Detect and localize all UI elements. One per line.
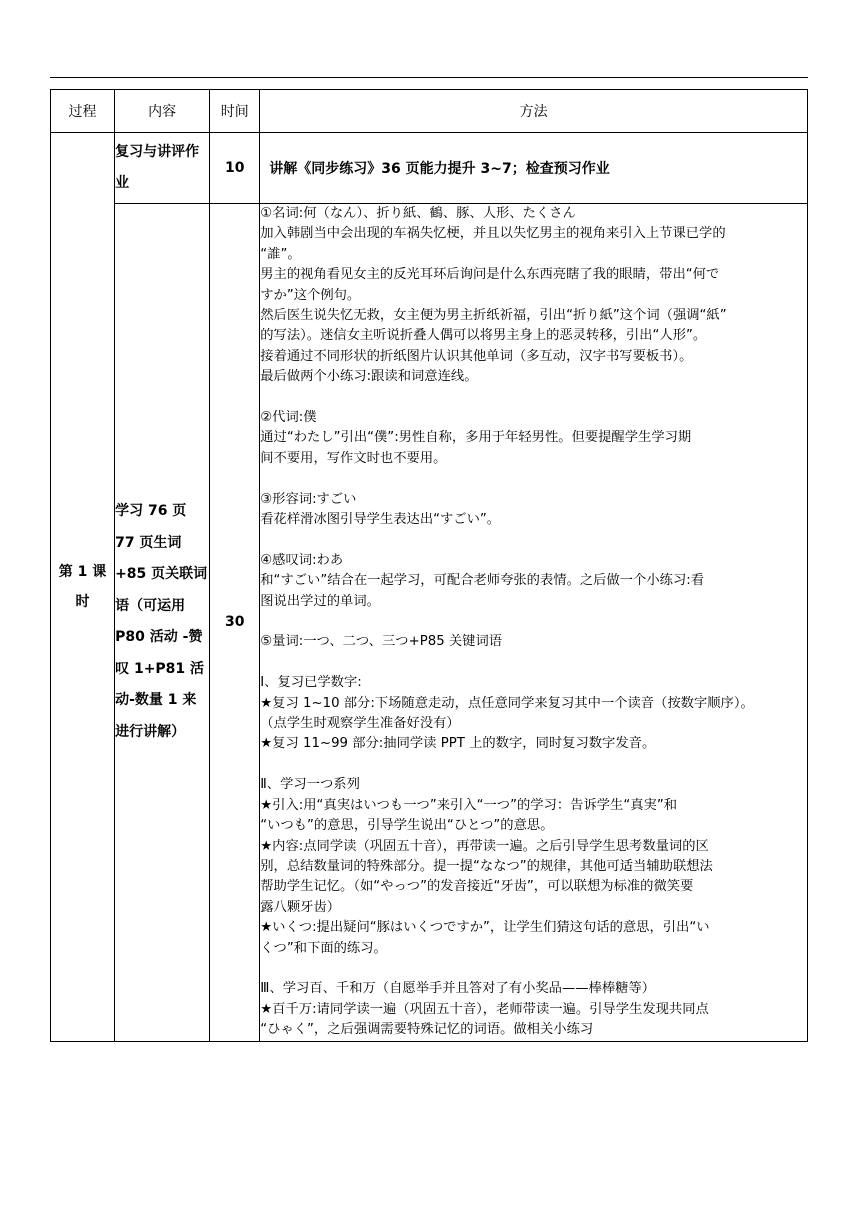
- content-cell: 学习 76 页 77 页生词 +85 页关联词语（可运用 P80 活动 -赞叹 1+P81 活动-数量 1 来进行讲解）: [115, 204, 210, 1042]
- blank-line: [260, 755, 807, 775]
- method-line: 最后做两个小练习:跟读和词意连线。: [260, 369, 478, 385]
- method-line: ④感叹词:わあ: [260, 552, 344, 568]
- table-row: [51, 133, 808, 204]
- method-line: くつ”和下面的练习。: [260, 940, 387, 956]
- method-line: 通过“わたし”引出“僕”:男性自称，多用于年轻男性。但要提醒学生学习期: [260, 430, 692, 446]
- lesson-label: 第 1 课时: [58, 563, 107, 610]
- header-process: 过程: [51, 90, 115, 133]
- header-rule: [50, 77, 808, 78]
- method-line: ★百千万:请同学读一遍（巩固五十音），老师带读一遍。引导学生发现共同点: [260, 1001, 709, 1017]
- method-line: すか”这个例句。: [260, 287, 361, 303]
- method-line: “ひゃく”，之后强调需要特殊记忆的词语。做相关小练习: [260, 1022, 594, 1038]
- blank-line: [260, 612, 807, 632]
- content-cell: 复习与讲评作业: [115, 133, 210, 204]
- method-line: 加入韩剧当中会出现的车祸失忆梗，并且以失忆男主的视角来引入上节课已学的: [260, 226, 726, 242]
- lesson-plan-table: [50, 89, 808, 1042]
- time-cell: 30: [210, 204, 260, 1042]
- method-line: 图说出学过的单词。: [260, 593, 380, 609]
- time-cell: 10: [210, 133, 260, 204]
- header-time: 时间: [210, 90, 260, 133]
- blank-line: [260, 388, 807, 408]
- method-line: 然后医生说失忆无救，女主便为男主折纸祈福，引出“折り紙”这个词（强调“紙”: [260, 308, 727, 324]
- method-line: ★复习 1~10 部分:下场随意走动，点任意同学来复习其中一个读音（按数字顺序）。: [260, 695, 754, 711]
- table-row: [51, 204, 808, 1042]
- method-line: 的写法）。迷信女主听说折叠人偶可以将男主身上的恶灵转移，引出“人形”。: [260, 328, 707, 344]
- method-line: 间不要用，写作文时也不要用。: [260, 450, 447, 466]
- method-line: （点学生时观察学生准备好没有）: [260, 716, 460, 732]
- method-cell: 讲解《同步练习》36 页能力提升 3~7；检查预习作业: [260, 133, 808, 204]
- method-line: 男主的视角看见女主的反光耳环后询问是什么东西亮瞎了我的眼睛，带出“何で: [260, 267, 720, 283]
- method-line: 帮助学生记忆。（如“やっつ”的发音接近“牙齿”，可以联想为标准的微笑要: [260, 879, 694, 895]
- method-line: ③形容词:すごい: [260, 491, 357, 507]
- method-line: ②代词:僕: [260, 410, 317, 426]
- method-line: Ⅲ、学习百、千和万（自愿举手并且答对了有小奖品——棒棒糖等）: [260, 981, 656, 997]
- blank-line: [260, 653, 807, 673]
- method-line: 看花样滑冰图引导学生表达出“すごい”。: [260, 512, 501, 528]
- method-line: “いつも”的意思，引导学生说出“ひとつ”的意思。: [260, 818, 554, 834]
- method-line: ⑤量词:一つ、二つ、三つ+P85 关键词语: [260, 634, 503, 650]
- method-line: ①名词:何（なん）、折り紙、鶴、豚、人形、たくさん: [260, 206, 576, 221]
- method-line: Ⅰ、复习已学数字:: [260, 675, 362, 691]
- header-content: 内容: [115, 90, 210, 133]
- blank-line: [260, 530, 807, 550]
- method-line: 露八颗牙齿）: [260, 899, 341, 915]
- method-cell: [260, 204, 808, 1042]
- method-line: “誰”。: [260, 246, 301, 262]
- method-text: [260, 204, 807, 1041]
- method-line: Ⅱ、学习一つ系列: [260, 777, 360, 793]
- blank-line: [260, 469, 807, 489]
- method-line: ★复习 11~99 部分:抽同学读 PPT 上的数字，同时复习数字发音。: [260, 736, 656, 752]
- method-line: 别，总结数量词的特殊部分。提一提“ななつ”的规律，其他可适当辅助联想法: [260, 858, 713, 874]
- method-line: 和“すごい”结合在一起学习，可配合老师夸张的表情。之后做一个小练习:看: [260, 573, 705, 589]
- method-line: 接着通过不同形状的折纸图片认识其他单词（多互动，汉字书写要板书）。: [260, 348, 693, 364]
- lesson-cell: [51, 133, 115, 1042]
- header-row: [51, 90, 808, 133]
- method-line: ★内容:点同学读（巩固五十音），再带读一遍。之后引导学生思考数量词的区: [260, 838, 709, 854]
- header-method: 方法: [260, 90, 808, 133]
- blank-line: [260, 959, 807, 979]
- method-line: ★いくつ:提出疑问“豚はいくつですか”，让学生们猜这句话的意思，引出“い: [260, 920, 710, 936]
- method-line: ★引入:用“真実はいつも一つ”来引入“一つ”的学习：告诉学生“真実”和: [260, 797, 678, 813]
